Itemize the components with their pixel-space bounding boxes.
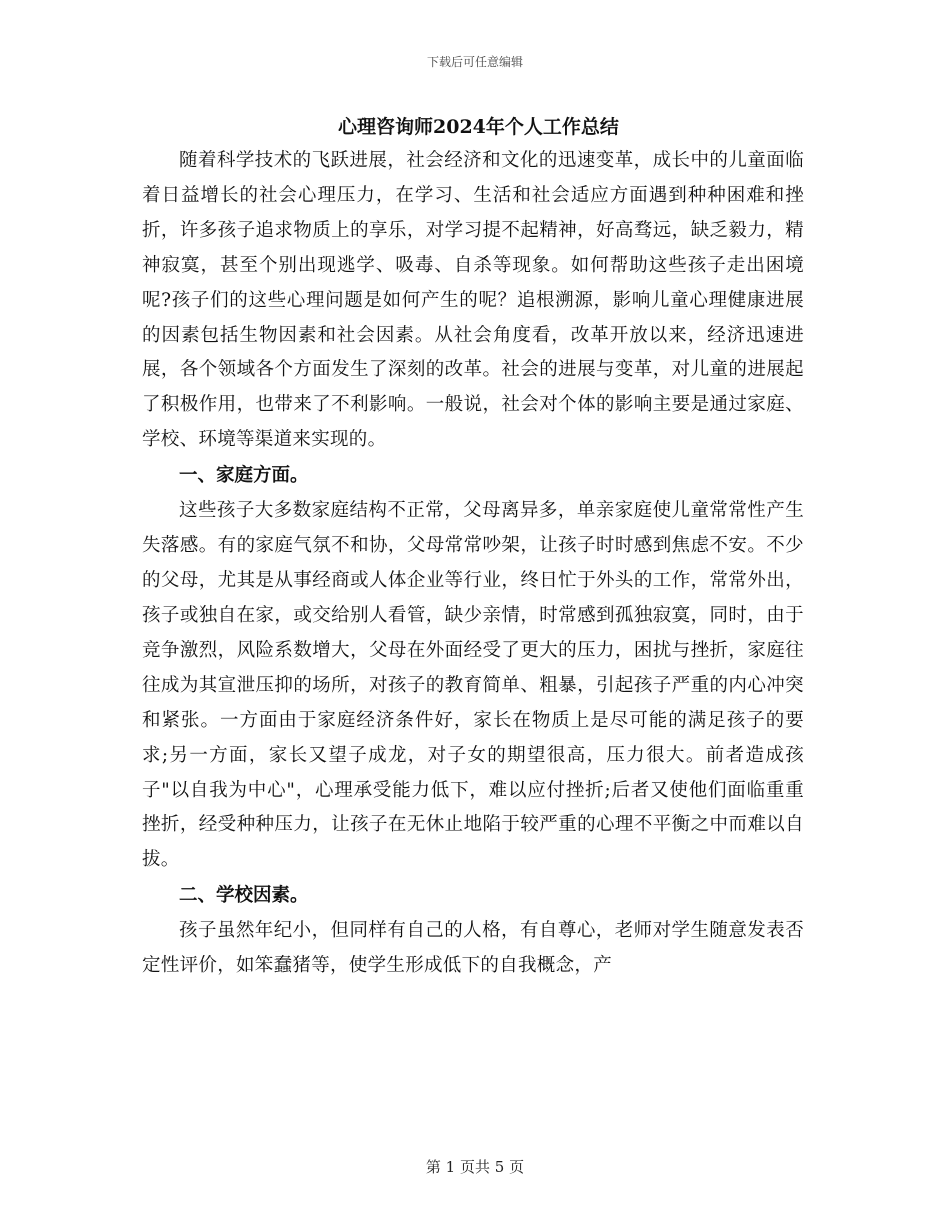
- section-body-school: 孩子虽然年纪小，但同样有自己的人格，有自尊心，老师对学生随意发表否定性评价，如笨蠢猪等，使学生形成低下的自我概念，产: [142, 920, 804, 977]
- document-title: 心理咨询师2024年个人工作总结: [338, 116, 619, 138]
- intro-paragraph: 随着科学技术的飞跃进展，社会经济和文化的迅速变革，成长中的儿童面临着日益增长的社会心理压力，在学习、生活和社会适应方面遇到种种困难和挫折，许多孩子追求物质上的享乐，对学习提不起精神，好高骛远，缺乏毅力，精神寂寞，甚至个别出现逃学、吸毒、自杀等现象。如何帮助这些孩子走出困境呢?孩子们的这些心理问题是如何产生的呢？追根溯源，影响儿童心理健康进展的因素包括生物因素和社会因素。从社会角度看，改革开放以来，经济迅速进展，各个领域各个方面发生了深刻的改革。社会的进展与变革，对儿童的进展起了积极作用，也带来了不利影响。一般说，社会对个体的影响主要是通过家庭、学校、环境等渠道来实现的。: [142, 150, 804, 451]
- page-number-footer: 第 1 页共 5 页: [425, 1158, 525, 1176]
- page-header-note: 下载后可任意编辑: [426, 55, 523, 69]
- document-body: [142, 112, 804, 984]
- section-body-family: 这些孩子大多数家庭结构不正常，父母离异多，单亲家庭使儿童常常性产生失落感。有的家庭气氛不和协，父母常常吵架，让孩子时时感到焦虑不安。不少的父母，尤其是从事经商或人体企业等行业，终日忙于外头的工作，常常外出，孩子或独自在家，或交给别人看管，缺少亲情，时常感到孤独寂寞，同时，由于竞争激烈，风险系数增大，父母在外面经受了更大的压力，困扰与挫折，家庭往往成为其宣泄压抑的场所，对孩子的教育简单、粗暴，引起孩子严重的内心冲突和紧张。一方面由于家庭经济条件好，家长在物质上是尽可能的满足孩子的要求;另一方面，家长又望子成龙，对子女的期望很高，压力很大。前者造成孩子"以自我为中心"，心理承受能力低下，难以应付挫折;后者又使他们面临重重挫折，经受种种压力，让孩子在无休止地陷于较严重的心理不平衡之中而难以自拔。: [142, 500, 804, 871]
- section-heading-family: 一、家庭方面。: [179, 464, 309, 486]
- section-heading-school: 二、学校因素。: [179, 884, 309, 906]
